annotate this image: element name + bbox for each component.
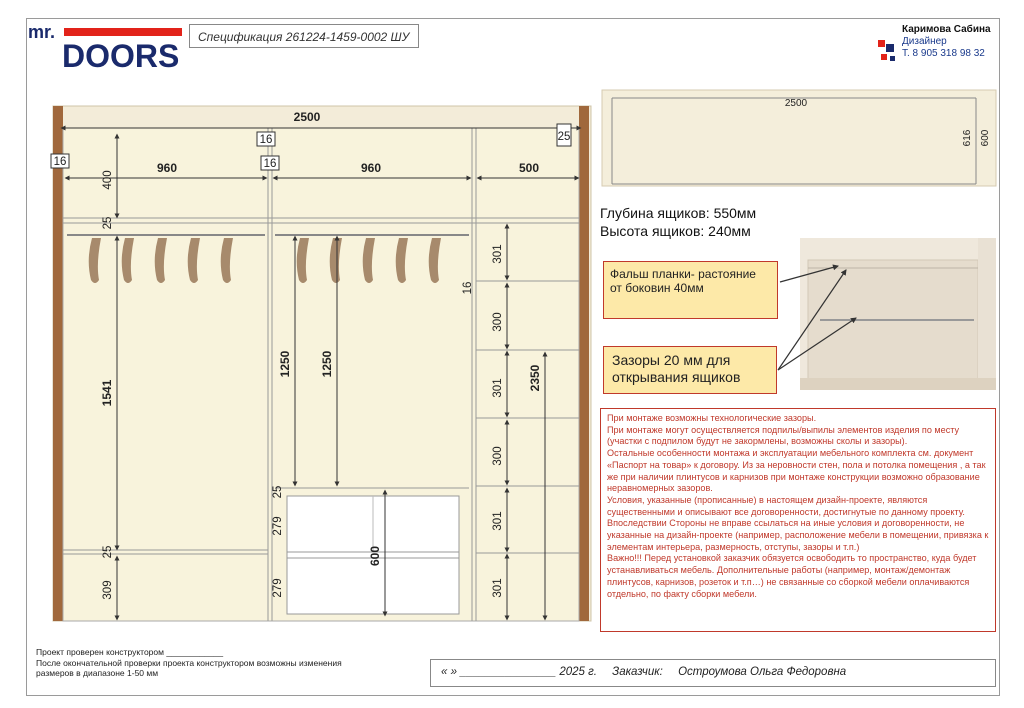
spec-title: Спецификация 261224-1459-0002 ШУ [189, 24, 419, 48]
designer-logo-icon [878, 40, 898, 64]
dim-right-cell-4: 300 [492, 446, 504, 466]
dim-left-gap: 16 [53, 156, 67, 168]
note-4: Условия, указанные (прописанные) в настоящем дизайн-проекте, являются существенными и описывают все договоренности, достигнутые по данному проекту. Впоследствии Стороны не вправе ссылаться на иные условия и договоренности, не указанные на дизайн-проекте (например, расположение мебели в помещении, привязка к элементам интерьера, размерность, отступы, зазоры и т.п.) [607, 494, 989, 552]
note-5: Важно!!! Перед установкой заказчик обязуется освободить то пространство, куда будет устанавливаться мебель. Дополнительные работы (например, монтаж/демонтаж плинтусов, карнизов, розеток и т.п…) не связанные со сборкой мебели оплачиваются отдельно, по факту сборки мебели. [607, 553, 977, 599]
designer-phone: Т. 8 905 318 98 32 [902, 48, 985, 59]
logo-mr: mr. [28, 22, 56, 42]
dim-right-gap: 16 [462, 281, 474, 295]
drawer-height: Высота ящиков: 240мм [600, 223, 751, 239]
installation-notes [600, 408, 996, 632]
note-2: При монтаже могут осуществляется подпилы/выпилы элементов изделия по месту (участки с подпилом будут не закормлены, возможны сколы и зазоры). [607, 424, 960, 447]
designer-role: Дизайнер [902, 36, 947, 47]
logo-red-bar [64, 28, 182, 36]
dim-compartment-1: 960 [156, 161, 178, 175]
footer-line-2: После окончательной проверки проекта конструктором возможны изменения [36, 657, 342, 668]
footer-line-1: Проект проверен конструктором ____________ [36, 647, 224, 657]
callout-arrows [776, 260, 866, 380]
depth-info [600, 204, 756, 240]
dim-rail-mid-a: 1250 [278, 350, 292, 378]
dim-overall: 2500 [293, 110, 321, 124]
dim-drawer-block: 600 [368, 545, 382, 567]
note-3: Остальные особенности монтажа и эксплуатации мебельного комплекта см. документ «Паспорт на товар» к договору. Из за неровности стен, пола и потолка помещения , а так же при наличии плинтусов и карнизов при монтаже конструкции возможно образование неравномерных зазоров. [607, 448, 986, 494]
dim-top-gap-3: 25 [557, 131, 571, 143]
dim-right-cell-5: 301 [492, 511, 504, 531]
dim-compartment-2: 960 [360, 161, 382, 175]
dim-rail-left: 1541 [100, 379, 114, 407]
designer-name: Каримова Сабина [902, 24, 991, 35]
callout-gaps: Зазоры 20 мм для открывания ящиков [603, 346, 777, 394]
dim-bottom-left-2: 309 [102, 580, 114, 600]
designer-info [902, 24, 991, 60]
dim-drawer-1: 279 [272, 516, 284, 536]
dim-top-gap-1: 16 [259, 134, 273, 146]
footer-client-label: Заказчик: [612, 666, 663, 678]
dim-right-cell-1: 301 [492, 244, 504, 264]
dim-bottom-left-1: 25 [102, 545, 114, 559]
wardrobe-drawing [45, 88, 595, 640]
side-view-width: 2500 [784, 98, 808, 109]
footer-date: « » _______________ 2025 г. [441, 666, 597, 678]
side-view-dim-1: 616 [962, 129, 973, 147]
dim-right-cell-2: 300 [492, 312, 504, 332]
footer-client-name: Остроумова Ольга Федоровна [678, 666, 847, 678]
side-view-dim-2: 600 [980, 129, 991, 147]
dim-drawer-2: 279 [272, 578, 284, 598]
drawer-depth: Глубина ящиков: 550мм [600, 205, 757, 221]
footer-constructor-note [36, 647, 342, 679]
footer-signature [430, 659, 996, 687]
dim-top-gap-2: 16 [263, 158, 277, 170]
dim-shelf-thickness: 25 [102, 216, 114, 230]
note-1: При монтаже возможны технологические зазоры. [607, 413, 817, 423]
dim-drawer-gap: 25 [272, 485, 284, 499]
dim-right-cell-6: 301 [492, 578, 504, 598]
dim-rail-mid-b: 1250 [320, 350, 334, 378]
callout-false-panel: Фальш планки- растояние от боковин 40мм [603, 261, 778, 319]
side-view-drawing [600, 88, 998, 190]
footer-line-3: размеров в диапазоне 1-50 мм [36, 668, 159, 679]
dim-compartment-3: 500 [518, 161, 540, 175]
dim-total-height: 2350 [528, 364, 542, 392]
dim-shelf-height: 400 [102, 170, 114, 190]
dim-right-cell-3: 301 [492, 378, 504, 398]
logo-doors: DOORS [62, 38, 180, 74]
